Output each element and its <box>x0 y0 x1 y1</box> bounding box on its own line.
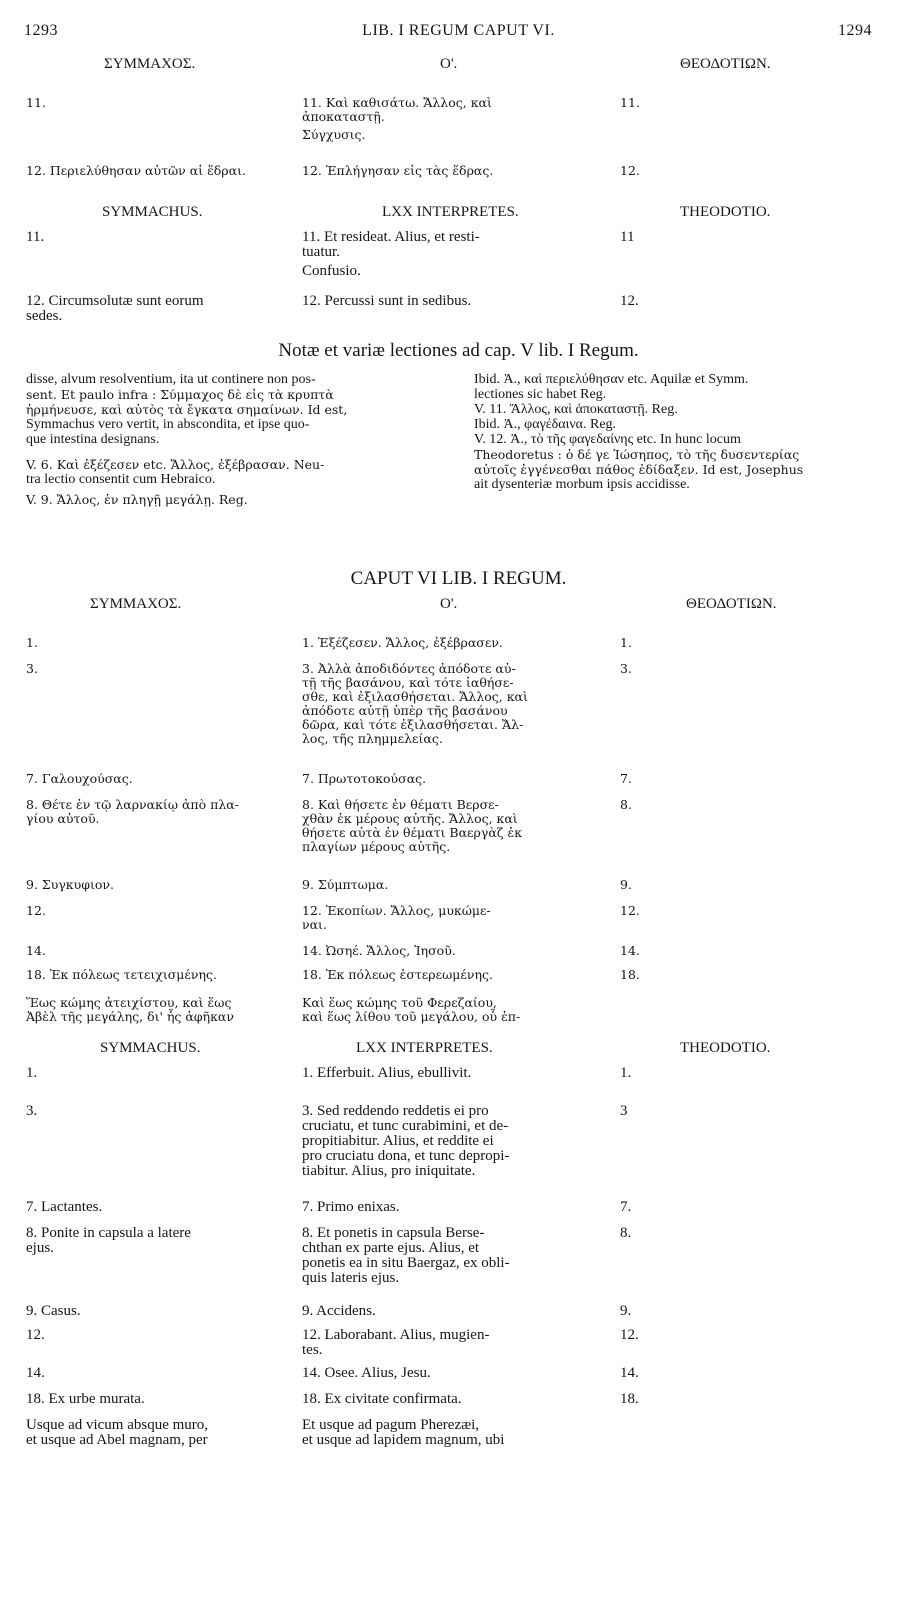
verse-line: 12. <box>26 1327 45 1343</box>
verse-line: 3. <box>26 1103 38 1119</box>
verse-line: 18. <box>620 1391 639 1407</box>
septuagint-cell <box>302 772 587 786</box>
verse-line: 9. Σύμπτωμα. <box>302 877 389 892</box>
notes-title: Notæ et variæ lectiones ad cap. V lib. I Regum. <box>278 340 639 361</box>
verse-line: 7. Primo enixas. <box>302 1199 400 1215</box>
symmachus-cell <box>26 772 294 786</box>
symmachus-cell <box>26 1200 294 1215</box>
notes-left-column <box>26 372 436 507</box>
septuagint-cell <box>302 1104 587 1179</box>
verse-line: Usque ad vicum absque muro, <box>26 1417 209 1433</box>
verse-line: 3. <box>26 661 38 676</box>
verse-line: 1. <box>26 1065 38 1081</box>
note-line: Ibid. Ἀ., καὶ περιελύθησαν etc. Aquilæ et Symm. <box>474 372 749 387</box>
septuagint-cell <box>302 944 587 958</box>
symmachus-text: 12. Περιελύθησαν αὐτῶν αἱ ἕδραι. <box>26 163 246 178</box>
verse-line: 8. Ponite in capsula a latere <box>26 1225 191 1241</box>
note-line: Symmachus vero vertit, in abscondita, et ipse quo- <box>26 417 310 432</box>
col-head-theodotion-greek: ΘΕΟΔΟΤΙΩΝ. <box>680 56 771 72</box>
col-head-theodotion-greek: ΘΕΟΔΟΤΙΩΝ. <box>686 596 777 612</box>
col-head-symmachus-greek: ΣΥΜΜΑΧΟΣ. <box>104 56 196 72</box>
col-head-septuagint-greek: Ο'. <box>440 596 458 612</box>
note-line: sent. Et paulo infra : Σύμμαχος δὲ εἰς τὰ κρυπτὰ <box>26 387 334 402</box>
verse-line: 14. Ὠσηέ. Ἄλλος, Ἰησοῦ. <box>302 943 456 958</box>
page-number-right: 1294 <box>838 22 872 39</box>
verse-line: propitiabitur. Alius, et reddite ei <box>302 1133 494 1149</box>
note-line: αὐτοῖς ἐγγένεσθαι πάθος ἐδίδαξεν. Id est, Josephus <box>474 462 804 477</box>
verse-line: 3 <box>620 1103 628 1119</box>
verse-line: cruciatu, et tunc curabimini, et de- <box>302 1118 509 1134</box>
septuagint-line: 12. Percussi sunt in sedibus. <box>302 293 472 309</box>
col-head-symmachus-latin: SYMMACHUS. <box>102 204 203 220</box>
verse-line: 12. Ἐκοπίων. Ἄλλος, μυκώμε- <box>302 903 491 918</box>
verse-line: γίου αὐτοῦ. <box>26 811 100 826</box>
septuagint-cell <box>302 1366 587 1381</box>
theodotion-cell <box>620 878 660 892</box>
verse-line: 8. Θέτε ἐν τῷ λαρνακίῳ ἀπὸ πλα- <box>26 797 239 812</box>
symmachus-cell <box>26 1104 294 1119</box>
theodotion-cell <box>620 1392 660 1407</box>
note-line: V. 11. Ἄλλος, καὶ ἀποκαταστῇ. Reg. <box>474 402 678 417</box>
verse-line: 12. <box>26 903 46 918</box>
septuagint-cell <box>302 636 587 650</box>
verse-line: chthan ex parte ejus. Alius, et <box>302 1240 480 1256</box>
chapter-title: CAPUT VI LIB. I REGUM. <box>350 568 567 589</box>
note-line: ait dysenteriæ morbum ipsis accidisse. <box>474 477 690 492</box>
verse-line: 14. <box>620 1365 639 1381</box>
theodotion-text: 11. <box>620 95 640 110</box>
col-head-septuagint-latin: LXX INTERPRETES. <box>382 204 519 220</box>
verse-line: δῶρα, καὶ τότε ἐξιλασθήσεται. Ἄλ- <box>302 717 524 732</box>
theodotion-cell <box>620 662 660 676</box>
verse-line: σθε, καὶ ἐξιλασθήσεται. Ἄλλος, καὶ <box>302 689 528 704</box>
verse-line: Et usque ad pagum Pherezæi, <box>302 1417 480 1433</box>
verse-line: Ἕως κώμης ἀτειχίστου, καὶ ἕως <box>26 995 232 1010</box>
verse-line: ejus. <box>26 1240 54 1256</box>
note-line: ἡρμήνευσε, καὶ αὐτὸς τὰ ἔγκατα σημαίνων. Id est, <box>26 402 348 417</box>
note-line: lectiones sic habet Reg. <box>474 387 607 402</box>
verse-line: 1. Ἐξέζεσεν. Ἄλλος, ἐξέβρασεν. <box>302 635 503 650</box>
theodotion-cell <box>620 904 660 918</box>
septuagint-cell <box>302 1066 587 1081</box>
theodotion-cell <box>620 636 660 650</box>
septuagint-cell <box>302 996 587 1024</box>
theodotion-cell <box>620 772 660 786</box>
verse-line: 18. Ex civitate confirmata. <box>302 1391 462 1407</box>
symmachus-cell <box>26 1328 294 1343</box>
note-line: V. 6. Καὶ ἐξέζεσεν etc. Ἄλλος, ἐξέβρασαν. Neu- <box>26 457 325 472</box>
col-head-theodotion-latin: THEODOTIO. <box>680 204 771 220</box>
septuagint-line: Confusio. <box>302 263 361 279</box>
septuagint-cell <box>302 904 587 932</box>
verse-line: pro cruciatu dona, et tunc depropi- <box>302 1148 510 1164</box>
symmachus-cell <box>26 996 294 1024</box>
page-number-left: 1293 <box>24 22 58 39</box>
verse-line: 1. <box>26 635 38 650</box>
verse-line: ἀπόδοτε αὐτῇ ὑπὲρ τῆς βασάνου <box>302 703 508 718</box>
note-line: V. 9. Ἄλλος, ἐν πληγῇ μεγάλῃ. Reg. <box>26 492 248 507</box>
symmachus-cell <box>26 662 294 676</box>
verse-line: 7. Γαλουχούσας. <box>26 771 133 786</box>
symmachus-cell <box>26 968 294 982</box>
septuagint-cell <box>302 1392 587 1407</box>
theodotion-cell <box>620 1366 660 1381</box>
verse-line: 12. <box>620 903 640 918</box>
theodotion-text: 12. <box>620 293 639 309</box>
symmachus-text: 12. Circumsolutæ sunt eorum <box>26 293 204 309</box>
col-head-symmachus-latin: SYMMACHUS. <box>100 1040 201 1056</box>
septuagint-cell <box>302 1328 587 1358</box>
verse-line: 3. Ἀλλὰ ἀποδιδόντες ἀπόδοτε αὐ- <box>302 661 516 676</box>
symmachus-cell <box>26 878 294 892</box>
verse-line: tiabitur. Alius, pro iniquitate. <box>302 1163 476 1179</box>
symmachus-cell <box>26 1226 294 1256</box>
septuagint-line: 12. Ἐπλήγησαν εἰς τὰς ἕδρας. <box>302 163 494 178</box>
theodotion-cell <box>620 1304 660 1319</box>
verse-line: 18. Ex urbe murata. <box>26 1391 145 1407</box>
verse-line: 8. Καὶ θήσετε ἐν θέματι Βερσε- <box>302 797 499 812</box>
symmachus-cell <box>26 1418 294 1448</box>
note-line: que intestina designans. <box>26 432 160 447</box>
symmachus-cell <box>26 944 294 958</box>
septuagint-cell <box>302 662 587 746</box>
note-line: Theodoretus : ὁ δέ γε Ἰώσηπος, τὸ τῆς δυσεντερίας <box>474 447 800 462</box>
verse-line: et usque ad Abel magnam, per <box>26 1432 208 1448</box>
septuagint-line: tuatur. <box>302 244 340 260</box>
septuagint-cell <box>302 1200 587 1215</box>
verse-line: 8. <box>620 1225 632 1241</box>
col-head-theodotion-latin: THEODOTIO. <box>680 1040 771 1056</box>
symmachus-cell <box>26 798 294 826</box>
verse-line: Ἀβὲλ τῆς μεγάλης, δι' ἧς ἀφῆκαν <box>26 1009 234 1024</box>
verse-line: χθὰν ἐκ μέρους αὐτῆς. Ἄλλος, καὶ <box>302 811 518 826</box>
symmachus-text: sedes. <box>26 308 63 324</box>
verse-line: 18. Ἐκ πόλεως τετειχισμένης. <box>26 967 217 982</box>
septuagint-line: Σύγχυσις. <box>302 127 366 142</box>
notes-right-column <box>474 372 894 492</box>
verse-line: 7. Lactantes. <box>26 1199 103 1215</box>
verse-line: πλαγίων μέρους αὐτῆς. <box>302 839 451 854</box>
symmachus-cell <box>26 1366 294 1381</box>
septuagint-cell <box>302 1304 587 1319</box>
col-head-septuagint-latin: LXX INTERPRETES. <box>356 1040 493 1056</box>
theodotion-cell <box>620 1066 660 1081</box>
verse-line: 1. <box>620 1065 632 1081</box>
col-head-septuagint-greek: Ο'. <box>440 56 458 72</box>
septuagint-cell <box>302 1226 587 1286</box>
verse-line: 7. <box>620 771 632 786</box>
theodotion-cell <box>620 1226 660 1241</box>
verse-line: 12. Laborabant. Alius, mugien- <box>302 1327 490 1343</box>
page-title: LIB. I REGUM CAPUT VI. <box>362 22 555 39</box>
verse-line: 9. <box>620 1303 632 1319</box>
symmachus-text: 11. <box>26 95 46 110</box>
verse-line: et usque ad lapidem magnum, ubi <box>302 1432 505 1448</box>
theodotion-cell <box>620 968 660 982</box>
note-line: V. 12. Ἀ., τὸ τῆς φαγεδαίνης etc. In hunc locum <box>474 432 741 447</box>
verse-line: ναι. <box>302 917 327 932</box>
col-head-symmachus-greek: ΣΥΜΜΑΧΟΣ. <box>90 596 182 612</box>
verse-line: ponetis ea in situ Baergaz, ex obli- <box>302 1255 510 1271</box>
theodotion-cell <box>620 1200 660 1215</box>
verse-line: 3. <box>620 661 632 676</box>
verse-line: 18. Ἐκ πόλεως ἐστερεωμένης. <box>302 967 493 982</box>
theodotion-text: 12. <box>620 163 640 178</box>
verse-line: 18. <box>620 967 640 982</box>
symmachus-text: 11. <box>26 229 45 245</box>
verse-line: 12. <box>620 1327 639 1343</box>
theodotion-cell <box>620 944 660 958</box>
verse-line: 14. <box>26 1365 45 1381</box>
symmachus-cell <box>26 1304 294 1319</box>
verse-line: 9. <box>620 877 632 892</box>
verse-line: 1. Efferbuit. Alius, ebullivit. <box>302 1065 472 1081</box>
verse-line: λος, τῆς πλημμελείας. <box>302 731 443 746</box>
septuagint-line: 11. Καὶ καθισάτω. Ἄλλος, καὶ <box>302 95 492 110</box>
verse-line: τῇ τῆς βασάνου, καὶ τότε ἰαθήσε- <box>302 675 514 690</box>
verse-line: quis lateris ejus. <box>302 1270 400 1286</box>
note-line: tra lectio consentit cum Hebraico. <box>26 472 216 487</box>
verse-line: 8. Et ponetis in capsula Berse- <box>302 1225 485 1241</box>
note-line: disse, alvum resolventium, ita ut continere non pos- <box>26 372 316 387</box>
verse-line: 8. <box>620 797 632 812</box>
septuagint-cell <box>302 968 587 982</box>
verse-line: 7. <box>620 1199 632 1215</box>
septuagint-cell <box>302 1418 587 1448</box>
theodotion-cell <box>620 1104 660 1119</box>
septuagint-line: ἀποκαταστῇ. <box>302 109 385 124</box>
theodotion-text: 11 <box>620 229 635 245</box>
verse-line: 9. Casus. <box>26 1303 81 1319</box>
symmachus-cell <box>26 1066 294 1081</box>
verse-line: 14. <box>620 943 640 958</box>
verse-line: Καὶ ἕως κώμης τοῦ Φερεζαίου, <box>302 995 497 1010</box>
verse-line: 9. Συγκυφιον. <box>26 877 114 892</box>
verse-line: 14. Osee. Alius, Jesu. <box>302 1365 431 1381</box>
verse-line: 9. Accidens. <box>302 1303 376 1319</box>
symmachus-cell <box>26 904 294 918</box>
verse-line: 7. Πρωτοτοκούσας. <box>302 771 427 786</box>
theodotion-cell <box>620 798 660 812</box>
verse-line: tes. <box>302 1342 323 1358</box>
septuagint-line: 11. Et resideat. Alius, et resti- <box>302 229 480 245</box>
verse-line: 14. <box>26 943 46 958</box>
verse-line: 1. <box>620 635 632 650</box>
septuagint-cell <box>302 798 587 854</box>
symmachus-cell <box>26 636 294 650</box>
septuagint-cell <box>302 878 587 892</box>
theodotion-cell <box>620 1328 660 1343</box>
verse-line: θήσετε αὐτὰ ἐν θέματι Βαεργὰζ ἐκ <box>302 825 523 840</box>
symmachus-cell <box>26 1392 294 1407</box>
note-line: Ibid. Ἀ., φαγέδαινα. Reg. <box>474 417 617 432</box>
verse-line: 3. Sed reddendo reddetis ei pro <box>302 1103 489 1119</box>
verse-line: καὶ ἕως λίθου τοῦ μεγάλου, οὗ ἐπ- <box>302 1009 521 1024</box>
